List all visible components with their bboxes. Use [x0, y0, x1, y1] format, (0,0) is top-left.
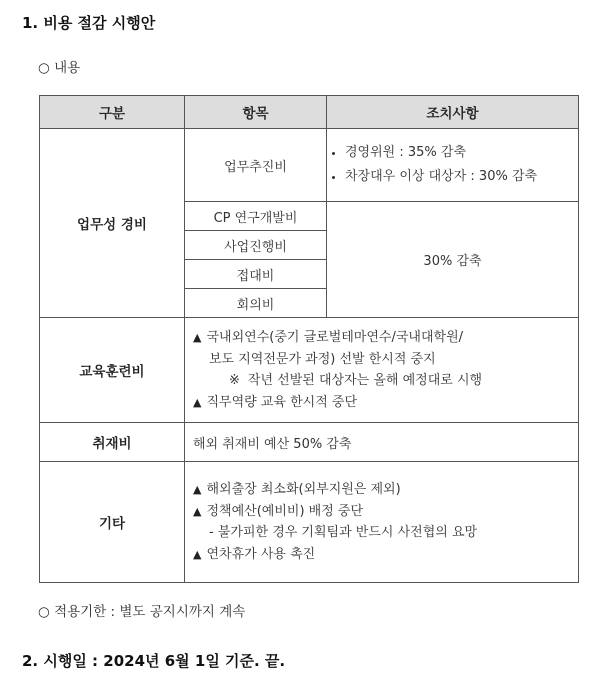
- category-operating: 업무성 경비: [40, 129, 185, 318]
- item-cp-rnd: CP 연구개발비: [185, 202, 327, 231]
- table-row: [40, 318, 579, 423]
- measure-reporting: 해외 취재비 예산 50% 감축: [185, 423, 579, 462]
- header-item: 항목: [185, 96, 327, 129]
- triangle-icon: ▲: [193, 483, 202, 496]
- measures-misc: [185, 462, 579, 583]
- category-misc: 기타: [40, 462, 185, 583]
- item-promotion: 업무추진비: [185, 129, 327, 202]
- item-meeting: 회의비: [185, 289, 327, 318]
- period-label: ○ 적용기한 : 별도 공지시까지 계속: [38, 604, 246, 620]
- education-line-2: 보도 지역전문가 과정) 선발 한시적 중지: [209, 351, 436, 367]
- triangle-icon: ▲: [193, 547, 202, 561]
- triangle-icon: ▲: [193, 504, 202, 518]
- misc-line-1: 해외출장 최소화(외부지원은 제외): [206, 482, 401, 497]
- measure-other-items: 30% 감축: [327, 202, 579, 318]
- measure-bullet: 경영위원 : 35% 감축: [345, 141, 578, 165]
- cost-reduction-table: [39, 95, 579, 583]
- item-project: 사업진행비: [185, 231, 327, 260]
- table-row: [40, 423, 579, 462]
- content-label: ○ 내용: [38, 60, 81, 76]
- measure-bullet: 차장대우 이상 대상자 : 30% 감축: [345, 165, 578, 189]
- header-measures: 조치사항: [327, 96, 579, 129]
- triangle-icon: ▲: [193, 331, 202, 344]
- item-entertainment: 접대비: [185, 260, 327, 289]
- education-note: 작년 선발된 대상자는 올해 예정대로 시행: [247, 373, 483, 388]
- section-2-title: 2. 시행일 : 2024년 6월 1일 기준. 끝.: [22, 652, 286, 670]
- table-header-row: [40, 96, 579, 129]
- misc-line-2: 정책예산(예비비) 배정 중단: [206, 503, 364, 519]
- note-mark: ※: [229, 373, 240, 388]
- table-row: [40, 462, 579, 583]
- category-education: 교육훈련비: [40, 318, 185, 423]
- triangle-icon: ▲: [193, 395, 202, 409]
- measures-promotion: [327, 129, 579, 202]
- misc-line-3: - 불가피한 경우 기획팀과 반드시 사전협의 요망: [209, 525, 478, 540]
- section-1-title: 1. 비용 절감 시행안: [22, 14, 156, 32]
- education-line-1: 국내외연수(중기 글로벌테마연수/국내대학원/: [206, 330, 464, 345]
- header-category: 구분: [40, 96, 185, 129]
- education-line-3: 직무역량 교육 한시적 중단: [206, 394, 358, 410]
- category-reporting: 취재비: [40, 423, 185, 462]
- table-row: [40, 129, 579, 202]
- misc-line-4: 연차휴가 사용 촉진: [206, 546, 316, 562]
- measures-education: [185, 318, 579, 423]
